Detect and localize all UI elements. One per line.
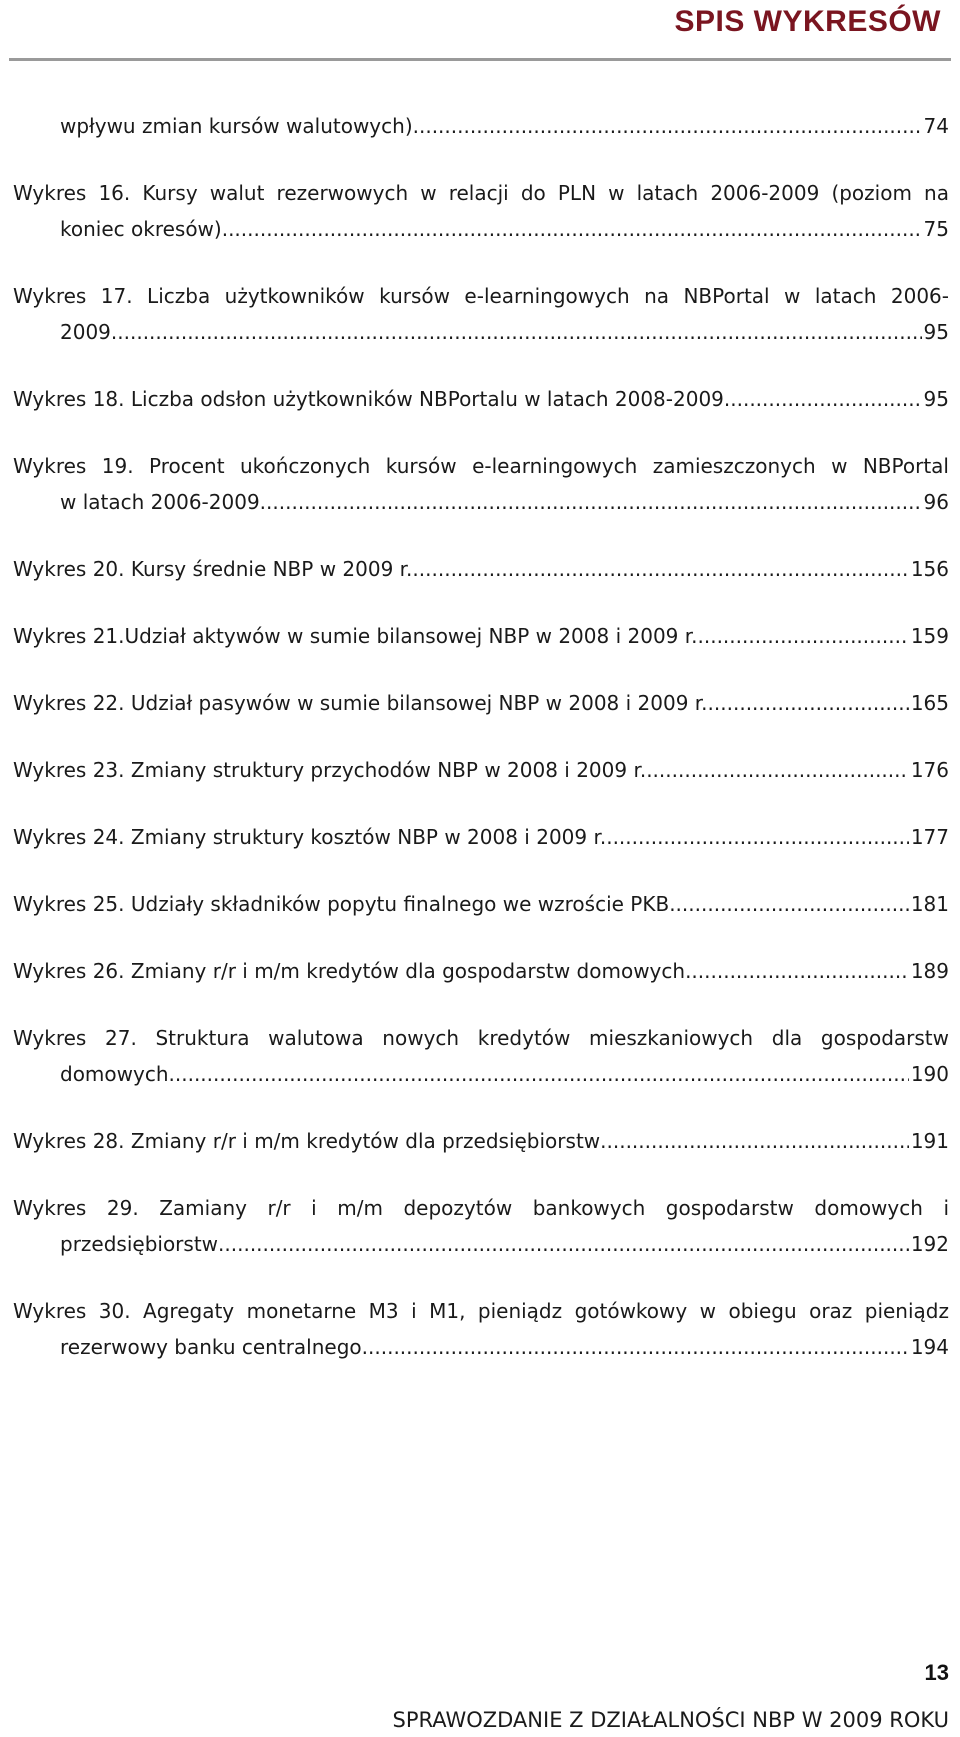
- entry-page: 96: [923, 490, 949, 514]
- dot-leader: [260, 484, 922, 520]
- entry-page: 177: [910, 825, 949, 849]
- toc-entry-19[interactable]: [13, 448, 949, 520]
- entry-text: Wykres 28. Zmiany r/r i m/m kredytów dla przedsiębiorstw: [13, 1129, 601, 1153]
- dot-leader: [669, 886, 909, 922]
- entry-text: koniec okresów): [60, 217, 222, 241]
- entry-text: Wykres 24. Zmiany struktury kosztów NBP w 2008 i 2009 r.: [13, 825, 607, 849]
- entry-text-line1: Wykres 16. Kursy walut rezerwowych w relacji do PLN w latach 2006-2009 (poziom na: [13, 181, 949, 205]
- entry-page: 194: [910, 1335, 949, 1359]
- entry-text: w latach 2006-2009: [60, 490, 260, 514]
- dot-leader: [724, 381, 922, 417]
- dot-leader: [362, 1329, 909, 1365]
- entry-text-line1: Wykres 19. Procent ukończonych kursów e-learningowych zamieszczonych w NBPortal: [13, 454, 949, 478]
- dot-leader: [111, 314, 922, 350]
- entry-text: przedsiębiorstw: [60, 1232, 219, 1256]
- dot-leader: [413, 108, 922, 144]
- toc-entry-18[interactable]: [13, 381, 949, 417]
- entry-text: Wykres 25. Udziały składników popytu finalnego we wzroście PKB: [13, 892, 670, 916]
- entry-text: 2009: [60, 320, 111, 344]
- entry-text: Wykres 22. Udział pasywów w sumie bilansowej NBP w 2008 i 2009 r.: [13, 691, 708, 715]
- toc-entry-26[interactable]: [13, 953, 949, 989]
- toc-entry-23[interactable]: [13, 752, 949, 788]
- entry-text: Wykres 18. Liczba odsłon użytkowników NBPortalu w latach 2008-2009: [13, 387, 724, 411]
- entry-text-line1: Wykres 27. Struktura walutowa nowych kredytów mieszkaniowych dla gospodarstw: [13, 1026, 949, 1050]
- entry-text: Wykres 21.Udział aktywów w sumie bilansowej NBP w 2008 i 2009 r.: [13, 624, 698, 648]
- entry-page: 74: [923, 114, 949, 138]
- entry-page: 191: [910, 1129, 949, 1153]
- entry-page: 192: [910, 1232, 949, 1256]
- entry-text-line1: Wykres 17. Liczba użytkowników kursów e-learningowych na NBPortal w latach 2006-: [13, 284, 949, 308]
- toc-entry-28[interactable]: [13, 1123, 949, 1159]
- dot-leader: [646, 752, 909, 788]
- entry-page: 159: [910, 624, 949, 648]
- entry-page: 190: [910, 1062, 949, 1086]
- page-number: 13: [924, 1660, 949, 1685]
- toc-entry-21[interactable]: [13, 618, 949, 654]
- dot-leader: [698, 618, 909, 654]
- entry-page: 95: [923, 387, 949, 411]
- dot-leader: [169, 1056, 909, 1092]
- entry-text-line1: Wykres 29. Zamiany r/r i m/m depozytów bankowych gospodarstw domowych i: [13, 1196, 949, 1220]
- page-title: SPIS WYKRESÓW: [674, 5, 941, 38]
- toc-entry-20[interactable]: [13, 551, 949, 587]
- toc-entry-29[interactable]: [13, 1190, 949, 1262]
- entry-page: 176: [910, 758, 949, 782]
- page-header: [9, 0, 951, 61]
- toc-entry-16[interactable]: [13, 175, 949, 247]
- entry-page: 165: [910, 691, 949, 715]
- entry-text-line1: Wykres 30. Agregaty monetarne M3 i M1, pieniądz gotówkowy w obiegu oraz pieniądz: [13, 1299, 949, 1323]
- dot-leader: [708, 685, 909, 721]
- toc-entry-27[interactable]: [13, 1020, 949, 1092]
- dot-leader: [685, 953, 909, 989]
- entry-text: Wykres 26. Zmiany r/r i m/m kredytów dla gospodarstw domowych: [13, 959, 686, 983]
- toc-entry-25[interactable]: [13, 886, 949, 922]
- table-of-figures: [13, 108, 949, 1396]
- dot-leader: [412, 551, 908, 587]
- toc-entry-22[interactable]: [13, 685, 949, 721]
- toc-entry-30[interactable]: [13, 1293, 949, 1365]
- report-footer: SPRAWOZDANIE Z DZIAŁALNOŚCI NBP W 2009 ROKU: [392, 1708, 949, 1732]
- entry-page: 95: [923, 320, 949, 344]
- dot-leader: [600, 1123, 909, 1159]
- toc-entry-15-continued[interactable]: [13, 108, 949, 144]
- entry-text: Wykres 20. Kursy średnie NBP w 2009 r.: [13, 557, 413, 581]
- entry-text: wpływu zmian kursów walutowych): [60, 114, 413, 138]
- entry-text: domowych: [60, 1062, 169, 1086]
- entry-page: 189: [910, 959, 949, 983]
- dot-leader: [606, 819, 909, 855]
- entry-page: 75: [923, 217, 949, 241]
- entry-page: 156: [910, 557, 949, 581]
- dot-leader: [218, 1226, 909, 1262]
- entry-text: Wykres 23. Zmiany struktury przychodów NBP w 2008 i 2009 r.: [13, 758, 647, 782]
- toc-entry-17[interactable]: [13, 278, 949, 350]
- entry-text: rezerwowy banku centralnego: [60, 1335, 362, 1359]
- entry-page: 181: [910, 892, 949, 916]
- dot-leader: [222, 211, 922, 247]
- toc-entry-24[interactable]: [13, 819, 949, 855]
